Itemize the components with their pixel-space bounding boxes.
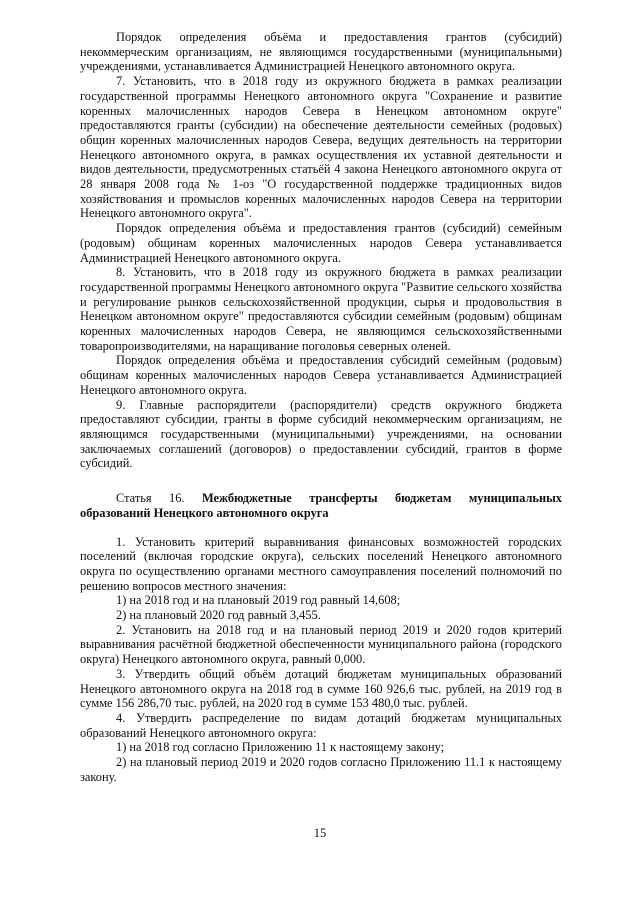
document-page xyxy=(80,30,562,784)
spacer xyxy=(80,471,562,491)
paragraph-clause-3: 3. Утвердить общий объём дотаций бюджетам муниципальных образований Ненецкого автономного округа на 2018 год в сумме 160 926,6 тыс. рублей, на 2019 год в сумме 156 286,70 тыс. рублей, на 2020 год в сумме 153 480,0 тыс. рублей. xyxy=(80,666,562,711)
paragraph-grants-nko-procedure: Порядок определения объёма и предоставления грантов (субсидий) некоммерческим организациям, не являющимся государственными (муниципальными) учреждениями, устанавливается Администрацией Ненецкого автономного округа. xyxy=(80,30,562,74)
paragraph-clause-4: 4. Утвердить распределение по видам дотаций бюджетам муниципальных образований Ненецкого автономного округа: xyxy=(80,710,562,740)
paragraph-subsidies-communities-procedure: Порядок определения объёма и предоставления субсидий семейным (родовым) общинам коренных малочисленных народов Севера устанавливается Администрацией Ненецкого автономного округа. xyxy=(80,353,562,397)
paragraph-clause-4-sub-1: 1) на 2018 год согласно Приложению 11 к настоящему закону; xyxy=(116,740,445,755)
article-heading xyxy=(80,491,562,520)
paragraph-clause-1-sub-1: 1) на 2018 год и на плановый 2019 год равный 14,608; xyxy=(116,593,401,608)
article-number: Статья 16. xyxy=(116,491,185,506)
paragraph-clause-1-sub-2: 2) на плановый 2020 год равный 3,455. xyxy=(116,608,321,623)
paragraph-item-7: 7. Установить, что в 2018 году из окружного бюджета в рамках реализации государственной программы Ненецкого автономного округа "Сохранение и развитие коренных малочисленных народов Севера в Ненецком автономном округе" предоставляются гранты (субсидии) на обеспечение деятельности семейных (родовых) общин коренных малочисленных народов Севера, ведущих деятельность на территории Ненецкого автономного округа, в рамках осуществления их уставной деятельности и видов деятельности, предусмотренных статьёй 4 закона Ненецкого автономного округа от 28 января 2008 года № 1-оз "О государственной поддержке традиционных видов хозяйствования и промыслов коренных малочисленных народов Севера на территории Ненецкого автономного округа". xyxy=(80,74,562,221)
paragraph-clause-2: 2. Установить на 2018 год и на плановый период 2019 и 2020 годов критерий выравнивания расчётной бюджетной обеспеченности муниципального района (городского округа) Ненецкого автономного округа, равный 0,000. xyxy=(80,622,562,667)
article-title: Межбюджетные трансферты бюджетам муниципальных образований Ненецкого автономного округа xyxy=(80,491,562,520)
paragraph-item-8: 8. Установить, что в 2018 году из окружного бюджета в рамках реализации государственной программы Ненецкого автономного округа "Развитие сельского хозяйства и регулирование рынков сельскохозяйственной продукции, сырья и продовольствия в Ненецком автономном округе" предоставляются субсидии семейным (родовым) общинам коренных малочисленных народов Севера, не являющимся сельскохозяйственными товаропроизводителями, на наращивание поголовья северных оленей. xyxy=(80,265,562,353)
page-number: 15 xyxy=(313,826,327,840)
paragraph-clause-4-sub-2: 2) на плановый период 2019 и 2020 годов согласно Приложению 11.1 к настоящему закону. xyxy=(80,755,562,784)
paragraph-grants-communities-procedure: Порядок определения объёма и предоставления грантов (субсидий) семейным (родовым) общинам коренных малочисленных народов Севера устанавливается Администрацией Ненецкого автономного округа. xyxy=(80,221,562,265)
spacer xyxy=(80,521,562,535)
paragraph-item-9: 9. Главные распорядители (распорядители) средств окружного бюджета предоставляют субсидии, гранты в форме субсидий некоммерческим организациям, не являющимся государственными (муниципальными) учреждениями, на основании заключаемых соглашений (договоров) о предоставлении субсидий, грантов в форме субсидий. xyxy=(80,397,562,471)
paragraph-clause-1: 1. Установить критерий выравнивания финансовых возможностей городских поселений (включая городские округа), сельских поселений Ненецкого автономного округа по осуществлению органами местного самоуправления поселений полномочий по решению вопросов местного значения: xyxy=(80,534,562,593)
